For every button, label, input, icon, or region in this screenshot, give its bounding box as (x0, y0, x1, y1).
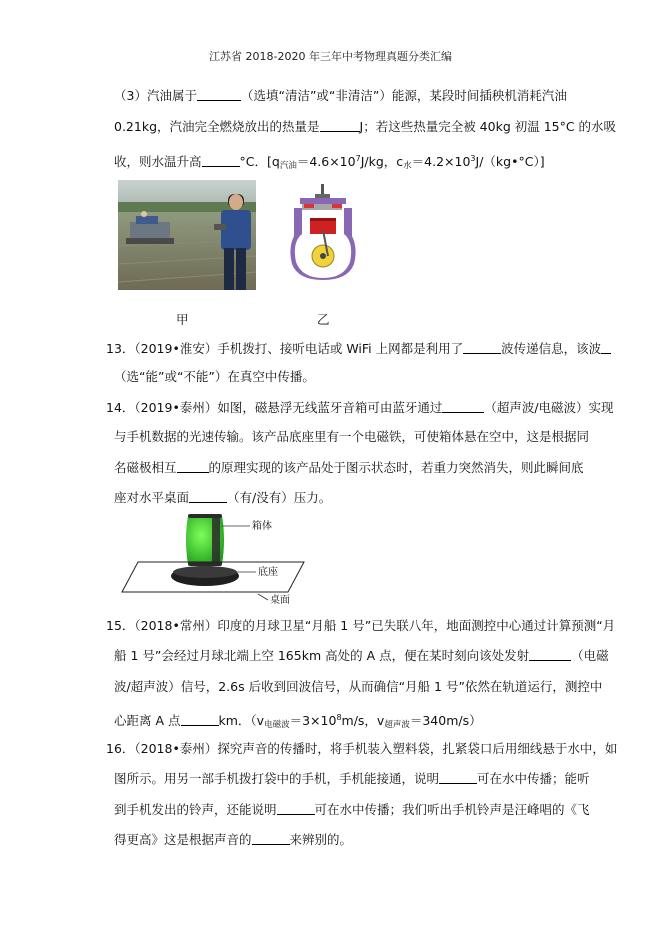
answer-blank[interactable] (202, 154, 240, 167)
q15-line-4: 心距离 A 点 km．（$v_{电磁波}=3\times 10^8m/s$，$v_{超声波}=340m/s$） (114, 713, 482, 730)
q15-line-2: 船 1 号”会经过月球北端上空 165km 高处的 A 点，便在某时刻向该处发射 （电磁 (114, 648, 609, 663)
q14-line-3: 名磁极相互 的原理实现的该产品处于图示状态时，若重力突然消失，则此瞬间底 (114, 460, 584, 475)
engine-diagram (288, 184, 358, 280)
answer-blank[interactable] (601, 341, 611, 354)
figure-caption-right: 乙 (317, 312, 330, 327)
answer-blank[interactable] (181, 713, 219, 726)
answer-blank[interactable] (177, 460, 209, 473)
label-base: 底座 (258, 567, 278, 578)
figure-caption-left: 甲 (176, 312, 189, 327)
q15-line-3: 波/超声波）信号，2.6s 后收到回波信号，从而确信“月船 1 号”依然在轨道运行，测控中 (114, 679, 603, 694)
page-header: 江苏省 2018-2020 年三年中考物理真题分类汇编 (209, 50, 452, 63)
q15-line-1: 15．（2018•常州）印度的月球卫星“月船 1 号”已失联八年，地面测控中心通过计算预测“月 (106, 618, 616, 633)
answer-blank[interactable] (463, 341, 501, 354)
q14-line-1: 14．（2019•泰州）如图，磁悬浮无线蓝牙音箱可由蓝牙通过 （超声波/电磁波）实现 (106, 400, 614, 415)
answer-blank[interactable] (320, 119, 360, 132)
levitating-speaker-figure (118, 512, 318, 604)
q16-line-4: 得更高》这是根据声音的 来辨别的。 (114, 832, 353, 847)
q14-line-2: 与手机数据的光速传输。该产品底座里有一个电磁铁，可使箱体悬在空中，这是根据同 (114, 429, 590, 444)
part-label: （3） (114, 88, 147, 103)
answer-blank[interactable] (277, 802, 315, 815)
q3-line-3: 收，则水温升高 °C．[$q_{汽油}=4.6\times 10^7J/kg$，$c_水=4.2\times 10^3J/(kg•^\circ C)$] (114, 154, 545, 171)
q16-line-3: 到手机发出的铃声，还能说明 可在水中传播；我们听出手机铃声是汪峰唱的《飞 (114, 802, 590, 817)
q3-line-2: 0.21kg，汽油完全燃烧放出的热量是 J；若这些热量完全被 40kg 初温 15°C 的水吸 (114, 119, 617, 134)
answer-blank[interactable] (189, 490, 227, 503)
rice-transplanter-photo (118, 180, 256, 290)
q3-line-1: （3）汽油属于 （选填“清洁”或“非清洁”）能源，某段时间插秧机消耗汽油 (114, 88, 567, 103)
q14-line-4: 座对水平桌面 （有/没有）压力。 (114, 490, 332, 505)
answer-blank[interactable] (252, 832, 290, 845)
label-box: 箱体 (252, 521, 272, 532)
q13-line-1: 13．（2019•淮安）手机拨打、接听电话或 WiFi 上网都是利用了 波传递信息，该波 (106, 341, 611, 357)
q13-line-2: （选“能”或“不能”）在真空中传播。 (114, 369, 315, 384)
q16-line-1: 16．（2018•泰州）探究声音的传播时，将手机装入塑料袋，扎紧袋口后用细线悬于水中，如 (106, 741, 618, 756)
answer-blank[interactable] (439, 771, 477, 784)
answer-blank[interactable] (197, 88, 241, 101)
label-table: 桌面 (270, 595, 290, 604)
q16-line-2: 图所示。用另一部手机拨打袋中的手机，手机能接通，说明 可在水中传播；能听 (114, 771, 590, 786)
answer-blank[interactable] (442, 400, 484, 413)
answer-blank[interactable] (529, 648, 571, 661)
